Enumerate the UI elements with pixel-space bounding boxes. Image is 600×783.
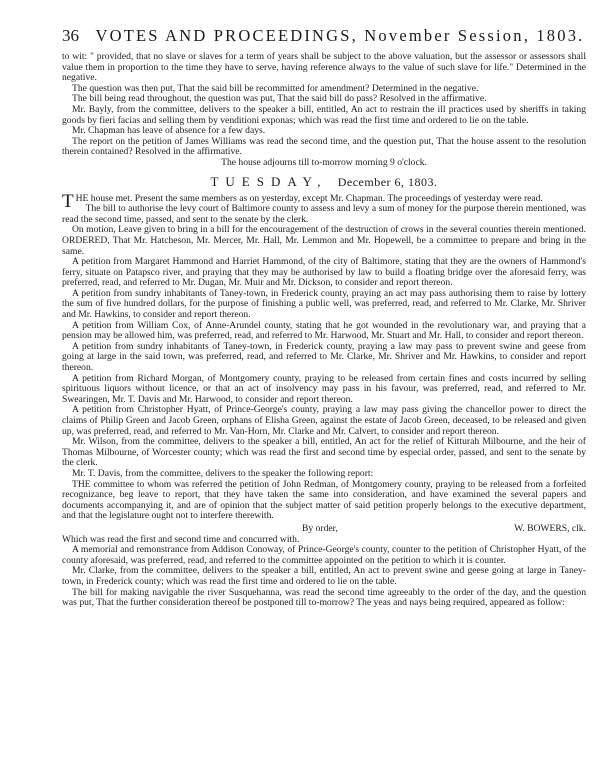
running-header: [62, 26, 586, 46]
paragraph: Mr. Clarke, from the committee, delivers to the speaker a bill, entitled, An act to prevent swine and geese going at large in Taney-town, in Frederick county; which was read the first time and ordered to lie on the table.: [62, 565, 586, 587]
adjournment-notice: The house adjourns till to-morrow morning 9 o'clock.: [221, 156, 427, 168]
paragraph: A petition from William Cox, of Anne-Arundel county, stating that he got wounded in the revolutionary war, and praying that a pension may be allowed him, was preferred, read, and referred to Mr. Harwood, Mr. Stuart and Mr. Hall, to consider and report thereon.: [62, 319, 586, 342]
paragraph: Mr. Chapman has leave of absence for a few days.: [72, 125, 266, 137]
by-order: By order,: [302, 522, 338, 534]
paragraph: A petition from sundry inhabitants of Taney-town, in Frederick county, praying a law may pass to prevent swine and geese from going at large in the said town, was preferred, read, and referred to Mr. Clarke, Mr. Shriver and Mr. Hawkins, to consider and report thereon.: [62, 340, 586, 374]
day-name: TUESDAY,: [210, 173, 328, 189]
signature-line: [62, 522, 586, 535]
paragraph: Which was read the first and second time and concurred with.: [62, 533, 300, 545]
drop-cap: T: [62, 190, 74, 212]
paragraph: A petition from Richard Morgan, of Montgomery county, praying to be released from certain fines and costs incurred by selling spirituous liquors without licence, or that an act of insolvency may pass in his favour, was preferred, read, and referred to Mr. Swearingen, Mr. T. Davis and Mr. Harwood, to consider and report thereon.: [62, 372, 586, 405]
paragraph: A memorial and remonstrance from Addison Conoway, of Prince-George's county, counter to the petition of Christopher Hyatt, of the county aforesaid, was preferred, read, and referred to the committee appointed on the petition to which it is counter.: [62, 544, 586, 566]
day-heading: [62, 174, 586, 190]
paragraph: A petition from sundry inhabitants of Taney-town, in Frederick county, praying an act may pass authorising them to raise by lottery the sum of five hundred dollars, for the purpose of finishing a public well, was preferred, read, and referred to Mr. Clarke, Mr. Shriver and Mr. Hawkins, to consider and report thereon.: [62, 287, 586, 321]
paragraph: Mr. Wilson, from the committee, delivers to the speaker a bill, entitled, An act for the relief of Kitturah Milbourne, and the heir of Thomas Milbourne, of Worcester county; which was read the first and second time by especial order, passed, and sent to the senate by the clerk.: [62, 436, 586, 469]
paragraph: A petition from Margaret Hammond and Harriet Hammond, of the city of Baltimore, stating that they are the owners of Hammond's ferry, situate on Patapsco river, and praying that they may be authorised by law to build a floating bridge over the aforesaid ferry, was preferred, read, and referred to Mr. Dugan, Mr. Muir and Mr. Dickson, to consider and report thereon.: [62, 256, 586, 289]
committee-report: THE committee to whom was referred the petition of John Redman, of Montgomery county, praying to be released from a forfeited recognizance, beg leave to report, that they have taken the same into consideration, and have examined the several papers and documents accompanying it, and are of opinion that the subject matter of said petition properly belongs to the executive department, and that the legislature ought not to interfere therewith.: [62, 478, 586, 522]
paragraph: The bill to authorise the levy court of Baltimore county to assess and levy a sum of money for the purpose therein mentioned, was read the second time, passed, and sent to the senate by the clerk.: [62, 203, 586, 225]
paragraph: to wit: " provided, that no slave or slaves for a term of years shall be subject to the above valuation, but the assessor or assessors shall value them in proportion to the time they have to serve, having reference always to the value of such slave for life." Determined in the negative.: [62, 51, 586, 84]
paragraph: On motion, Leave given to bring in a bill for the encouragement of the destruction of crows in the several counties therein mentioned. ORDERED, That Mr. Hatcheson, Mr. Mercer, Mr. Hall, Mr. Lemmon and Mr. Hopewell, be a committee to prepare and bring in the same.: [62, 224, 586, 257]
clerk-signature: W. BOWERS, clk.: [514, 522, 586, 534]
paragraph: The report on the petition of James Williams was read the second time, and the question put, That the house assent to the resolution therein contained? Resolved in the affirmative.: [62, 135, 586, 158]
paragraph: The bill for making navigable the river Susquehanna, was read the second time agreeably to the order of the day, and the question was put, That the further consideration thereof be postponed till to-morrow? The yeas and nays being required, appeared as follow:: [62, 586, 586, 609]
running-title: VOTES AND PROCEEDINGS, November Session, 1803.: [95, 26, 585, 45]
paragraph: A petition from Christopher Hyatt, of Prince-George's county, praying a law may pass giving the chancellor power to direct the claims of Philip Green and Jacob Green, orphans of Elisha Green, against the estate of Jacob Green, deceased, to be released and given up, was preferred, read, and referred to Mr. Van-Horn, Mr. Clarke and Mr. Calvert, to consider and report thereon.: [62, 404, 586, 437]
paragraph: Mr. Bayly, from the committee, delivers to the speaker a bill, entitled, An act to restrain the ill practices used by sheriffs in taking goods by fieri facias and selling them by venditioni exponas; which was read the first time and ordered to lie on the table.: [62, 103, 586, 126]
page-number: 36: [62, 26, 79, 45]
paragraph: The question was then put, That the said bill be recommitted for amendment? Determined in the negative.: [72, 82, 479, 94]
day-date: December 6, 1803.: [337, 174, 438, 189]
paragraph: Mr. T. Davis, from the committee, delivers to the speaker the following report:: [72, 467, 374, 479]
opening-text: HE house met. Present the same members as on yesterday, except Mr. Chapman. The proceedings of yesterday were read.: [75, 192, 543, 204]
paragraph: The bill being read throughout, the question was put, That the said bill do pass? Resolved in the affirmative.: [72, 93, 487, 105]
